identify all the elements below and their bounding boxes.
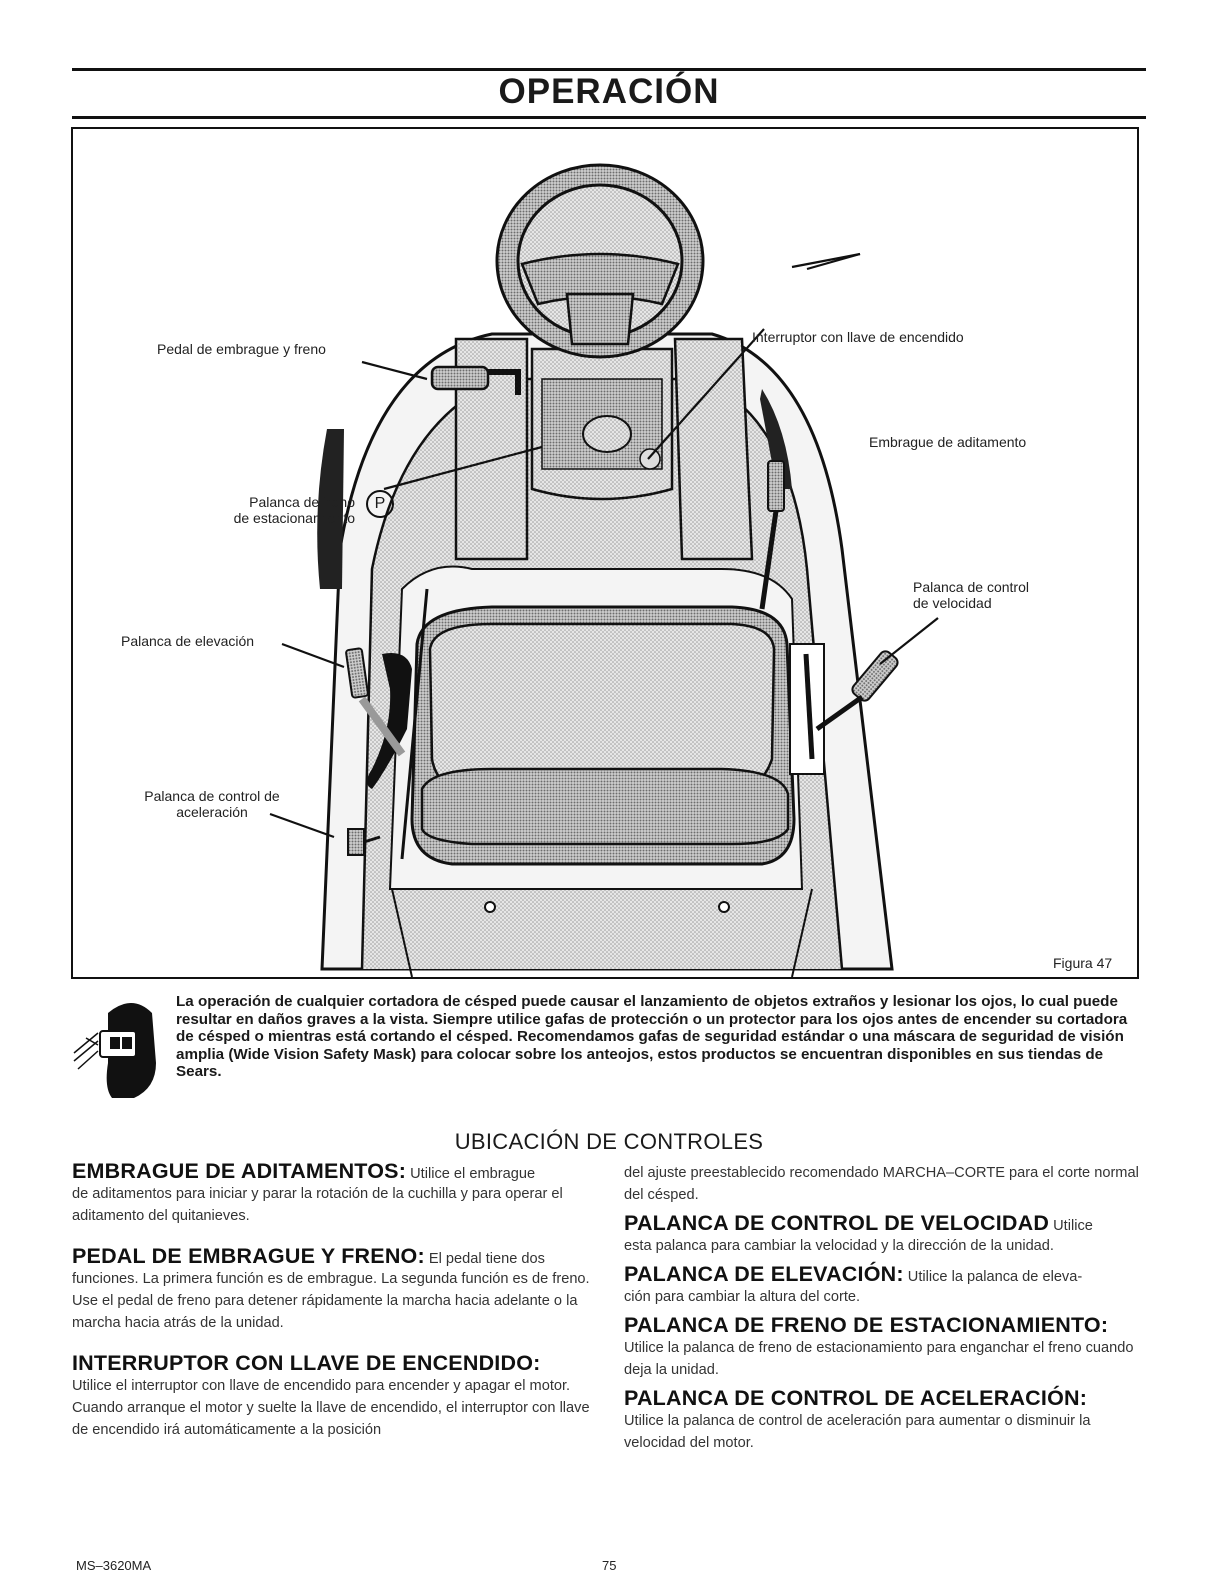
body-throttle: Utilice la palanca de control de aceleración para aumentar o disminuir la velocidad del motor. (624, 1413, 1091, 1451)
page-number: 75 (602, 1558, 617, 1573)
warning-text: La operación de cualquier cortadora de césped puede causar el lanzamiento de objetos extraños y lesionar los ojos, lo cual puede resultar en daños graves a la vista. Siempre utilice gafas de protección o un protector para los ojos antes de encender su cortadora de césped o mientras está cortando el césped. Recomendamos gafas de seguridad estándar o una máscara de seguridad de visión amplia (Wide Vision Safety Mask) para colocar sobre los anteojos, estos productos se encuentran disponibles en sus tiendas de Sears. (176, 993, 1128, 1080)
entry-parking-brake (624, 1314, 1144, 1381)
parking-symbol-text: P (374, 495, 386, 512)
top-rule (72, 68, 1146, 71)
body-attachment-clutch: de aditamentos para iniciar y parar la rotación de la cuchilla y para operar el aditamento del quitanieves. (72, 1186, 563, 1224)
seat (412, 607, 794, 864)
left-column (72, 1160, 592, 1441)
heading-attachment-clutch: EMBRAGUE DE ADITAMENTOS: (72, 1159, 407, 1183)
label-parking-brake (215, 494, 355, 526)
body-ignition: Utilice el interruptor con llave de encendido para encender y apagar el motor. Cuando arranque el motor y suelte la llave de encendido, el interruptor con llave de encendido irá automáticamente a la posición (72, 1378, 590, 1438)
label-throttle-lever (137, 788, 287, 820)
entry-attachment-clutch (72, 1160, 592, 1227)
heading-clutch-brake: PEDAL DE EMBRAGUE Y FRENO: (72, 1244, 425, 1268)
label-clutch-brake-pedal: Pedal de embrague y freno (157, 341, 326, 357)
attachment-leader (792, 254, 860, 267)
lead-attachment-clutch: Utilice el embrague (410, 1166, 536, 1182)
label-speed-control-line2: de velocidad (913, 595, 992, 611)
label-ignition-switch: Interruptor con llave de encendido (752, 329, 964, 345)
title-underline (72, 116, 1146, 119)
body-ignition-cont: del ajuste preestablecido recomendado MARCHA–CORTE para el corte normal del césped. (624, 1165, 1139, 1203)
label-speed-control-line1: Palanca de control (913, 579, 1029, 595)
page-title: OPERACIÓN (498, 72, 720, 111)
heading-ignition: INTERRUPTOR CON LLAVE DE ENCENDIDO: (72, 1351, 541, 1375)
parking-symbol-icon (366, 490, 394, 518)
eye-safety-warning (72, 993, 1146, 1105)
lead-lift-lever: Utilice la palanca de eleva- (907, 1269, 1083, 1285)
label-speed-control (913, 579, 1029, 611)
model-number: MS–3620MA (76, 1558, 152, 1573)
body-lift-lever: ción para cambiar la altura del corte. (624, 1289, 861, 1305)
entry-ignition (72, 1352, 592, 1441)
body-parking-brake: Utilice la palanca de freno de estacionamiento para enganchar el freno cuando deja la unidad. (624, 1340, 1134, 1378)
body-speed-control: esta palanca para cambiar la velocidad y la dirección de la unidad. (624, 1238, 1054, 1254)
label-lift-lever: Palanca de elevación (121, 633, 255, 649)
steering-wheel (497, 165, 703, 357)
safety-goggles-icon (72, 993, 162, 1103)
right-column (624, 1160, 1144, 1454)
section-title: UBICACIÓN DE CONTROLES (454, 1129, 764, 1154)
label-parking-brake-line1: Palanca de freno (249, 494, 355, 510)
entry-clutch-brake (72, 1245, 592, 1334)
lead-speed-control: Utilice (1053, 1218, 1093, 1234)
heading-lift-lever: PALANCA DE ELEVACIÓN: (624, 1262, 904, 1286)
figure-caption: Figura 47 (1053, 955, 1113, 971)
label-attachment-clutch: Embrague de aditamento (869, 434, 1027, 450)
body-clutch-brake: funciones. La primera función es de embrague. La segunda función es de freno. Use el pedal de freno para detener rápidamente la marcha hacia adelante o la marcha hacia atrás de la unidad. (72, 1271, 590, 1331)
lead-clutch-brake: El pedal tiene dos (428, 1251, 545, 1267)
label-throttle-line1: Palanca de control de (144, 788, 280, 804)
label-throttle-line2: aceleración (176, 804, 248, 820)
entry-speed-control (624, 1212, 1144, 1257)
entry-ignition-cont (624, 1162, 1144, 1206)
entry-throttle (624, 1387, 1144, 1454)
heading-parking-brake: PALANCA DE FRENO DE ESTACIONAMIENTO: (624, 1313, 1109, 1337)
entry-lift-lever (624, 1263, 1144, 1308)
heading-throttle: PALANCA DE CONTROL DE ACELERACIÓN: (624, 1386, 1088, 1410)
label-parking-brake-line2: de estacionamiento (233, 510, 355, 526)
tractor-illustration (72, 129, 1138, 977)
heading-speed-control: PALANCA DE CONTROL DE VELOCIDAD (624, 1211, 1050, 1235)
